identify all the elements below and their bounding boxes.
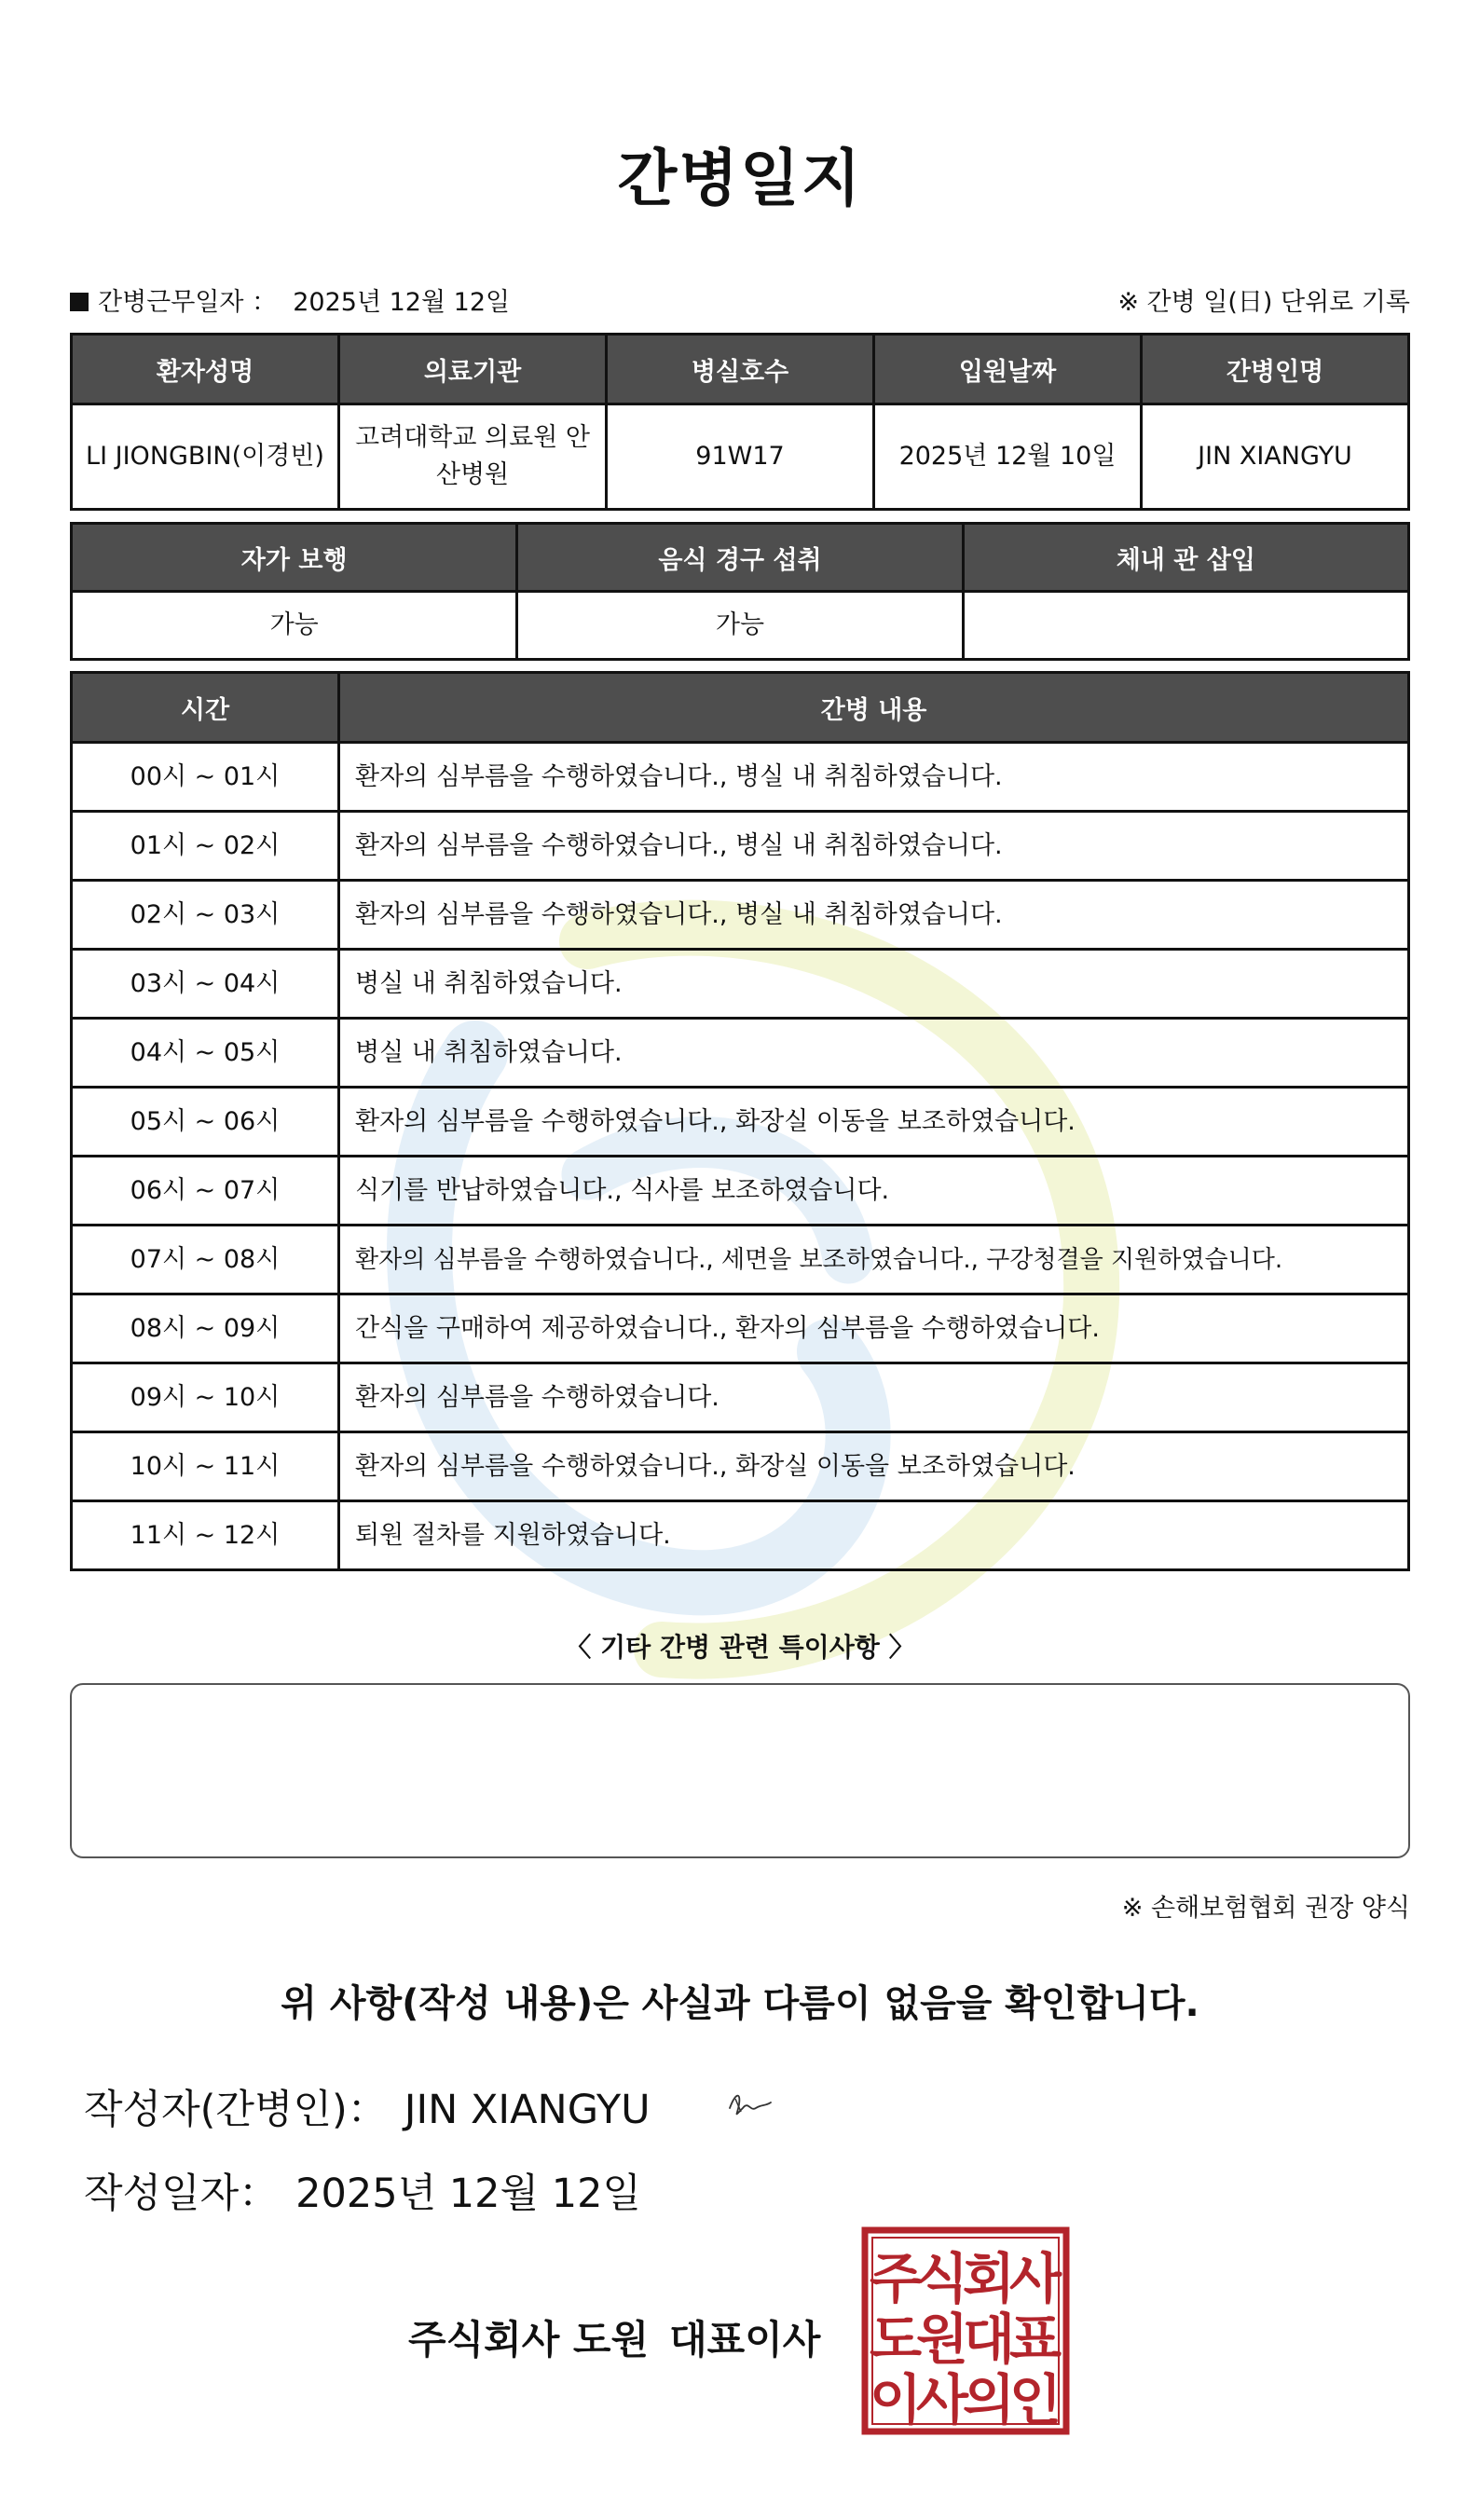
- table-row: [72, 1432, 1409, 1501]
- seal-character: 회: [962, 2247, 1016, 2310]
- seal-character: 도: [869, 2308, 923, 2371]
- seal-character: 인: [1008, 2368, 1062, 2431]
- row-content: 환자의 심부름을 수행하였습니다., 병실 내 취침하였습니다.: [339, 743, 1409, 812]
- table-row: [72, 1019, 1409, 1088]
- row-content: 퇴원 절차를 지원하였습니다.: [339, 1501, 1409, 1570]
- written-date-value: 2025년 12월 12일: [295, 2171, 641, 2217]
- table-row: [72, 1226, 1409, 1294]
- record-note: ※ 간병 일(日) 단위로 기록: [1117, 288, 1410, 317]
- seal-character: 이: [869, 2368, 923, 2431]
- oral-intake-value: 가능: [517, 592, 963, 660]
- patient-name: LI JIONGBIN(이경빈): [72, 404, 339, 510]
- written-date-label: 작성일자：: [84, 2171, 280, 2217]
- writer-label: 작성자(간병인)：: [84, 2087, 388, 2133]
- signature-mark: [722, 2080, 778, 2127]
- row-time: 09시 ~ 10시: [72, 1363, 339, 1432]
- row-content: 환자의 심부름을 수행하였습니다., 화장실 이동을 보조하였습니다.: [339, 1088, 1409, 1157]
- seal-character: 주: [869, 2247, 923, 2310]
- hospital-name: 고려대학교 의료원 안산병원: [339, 404, 607, 510]
- row-content: 간식을 구매하여 제공하였습니다., 환자의 심부름을 수행하였습니다.: [339, 1294, 1409, 1363]
- row-content: 환자의 심부름을 수행하였습니다., 병실 내 취침하였습니다.: [339, 812, 1409, 881]
- row-time: 07시 ~ 08시: [72, 1226, 339, 1294]
- row-content: 환자의 심부름을 수행하였습니다.: [339, 1363, 1409, 1432]
- table-row: [72, 1157, 1409, 1226]
- work-date: [70, 281, 510, 318]
- company-signature: [408, 2309, 841, 2365]
- header-patient-name: 환자성명: [72, 335, 339, 404]
- table-row: [72, 881, 1409, 950]
- work-date-label: 간병근무일자 ：: [98, 288, 278, 317]
- room-number: 91W17: [607, 404, 874, 510]
- row-content: 환자의 심부름을 수행하였습니다., 세면을 보조하였습니다., 구강청결을 지원하였습니다.: [339, 1226, 1409, 1294]
- square-bullet-icon: [70, 293, 89, 311]
- meta-row: [70, 278, 1410, 315]
- confirmation-statement: 위 사항(작성 내용)은 사실과 다름이 없음을 확인합니다.: [281, 1982, 1199, 2025]
- tube-insertion-value: [963, 592, 1408, 660]
- seal-character: 사: [1008, 2247, 1062, 2310]
- header-room-number: 병실호수: [607, 335, 874, 404]
- seal-character: 사: [915, 2368, 969, 2431]
- row-time: 02시 ~ 03시: [72, 881, 339, 950]
- care-log-table: [70, 671, 1410, 1571]
- table-row: [72, 1501, 1409, 1570]
- row-time: 06시 ~ 07시: [72, 1157, 339, 1226]
- row-time: 08시 ~ 09시: [72, 1294, 339, 1363]
- table-row: [72, 1363, 1409, 1432]
- patient-status-table: [70, 522, 1410, 661]
- row-content: 환자의 심부름을 수행하였습니다., 화장실 이동을 보조하였습니다.: [339, 1432, 1409, 1501]
- company-seal: [860, 2226, 1071, 2436]
- row-content: 식기를 반납하였습니다., 식사를 보조하였습니다.: [339, 1157, 1409, 1226]
- company-name: 주식회사 도원: [408, 2317, 650, 2362]
- row-time: 01시 ~ 02시: [72, 812, 339, 881]
- header-time: 시간: [72, 673, 339, 743]
- notes-box: [70, 1683, 1410, 1858]
- row-time: 11시 ~ 12시: [72, 1501, 339, 1570]
- admission-date: 2025년 12월 10일: [874, 404, 1142, 510]
- header-self-walking: 자가 보행: [72, 524, 517, 592]
- table-row: [72, 743, 1409, 812]
- table-row: [72, 812, 1409, 881]
- written-date-line: [84, 2162, 641, 2219]
- header-caregiver-name: 간병인명: [1142, 335, 1409, 404]
- row-content: 병실 내 취침하였습니다.: [339, 1019, 1409, 1088]
- row-content: 환자의 심부름을 수행하였습니다., 병실 내 취침하였습니다.: [339, 881, 1409, 950]
- patient-info-table: [70, 333, 1410, 511]
- table-row: [72, 1088, 1409, 1157]
- document-title: 간병일지: [617, 143, 863, 214]
- writer-name: JIN XIANGYU: [404, 2087, 651, 2133]
- row-time: 04시 ~ 05시: [72, 1019, 339, 1088]
- table-row: [72, 1294, 1409, 1363]
- notes-label: 〈 기타 간병 관련 특이사항 〉: [565, 1632, 915, 1663]
- company-representative: 대표이사: [669, 2317, 821, 2362]
- seal-character: 식: [915, 2247, 969, 2310]
- caregiver-name: JIN XIANGYU: [1142, 404, 1409, 510]
- header-care-content: 간병 내용: [339, 673, 1409, 743]
- writer-line: [84, 2078, 651, 2135]
- header-tube-insertion: 체내 관 삽입: [963, 524, 1408, 592]
- work-date-value: 2025년 12월 12일: [293, 288, 511, 317]
- seal-character: 원: [915, 2308, 969, 2371]
- seal-character: 의: [962, 2368, 1016, 2431]
- row-time: 00시 ~ 01시: [72, 743, 339, 812]
- recommendation-note: ※ 손해보험협회 권장 양식: [1121, 1894, 1410, 1923]
- seal-character: 대: [962, 2308, 1016, 2371]
- row-time: 03시 ~ 04시: [72, 950, 339, 1019]
- row-time: 10시 ~ 11시: [72, 1432, 339, 1501]
- self-walking-value: 가능: [72, 592, 517, 660]
- header-admission-date: 입원날짜: [874, 335, 1142, 404]
- header-hospital: 의료기관: [339, 335, 607, 404]
- table-row: [72, 950, 1409, 1019]
- row-time: 05시 ~ 06시: [72, 1088, 339, 1157]
- seal-character: 표: [1008, 2308, 1062, 2371]
- header-oral-intake: 음식 경구 섭취: [517, 524, 963, 592]
- row-content: 병실 내 취침하였습니다.: [339, 950, 1409, 1019]
